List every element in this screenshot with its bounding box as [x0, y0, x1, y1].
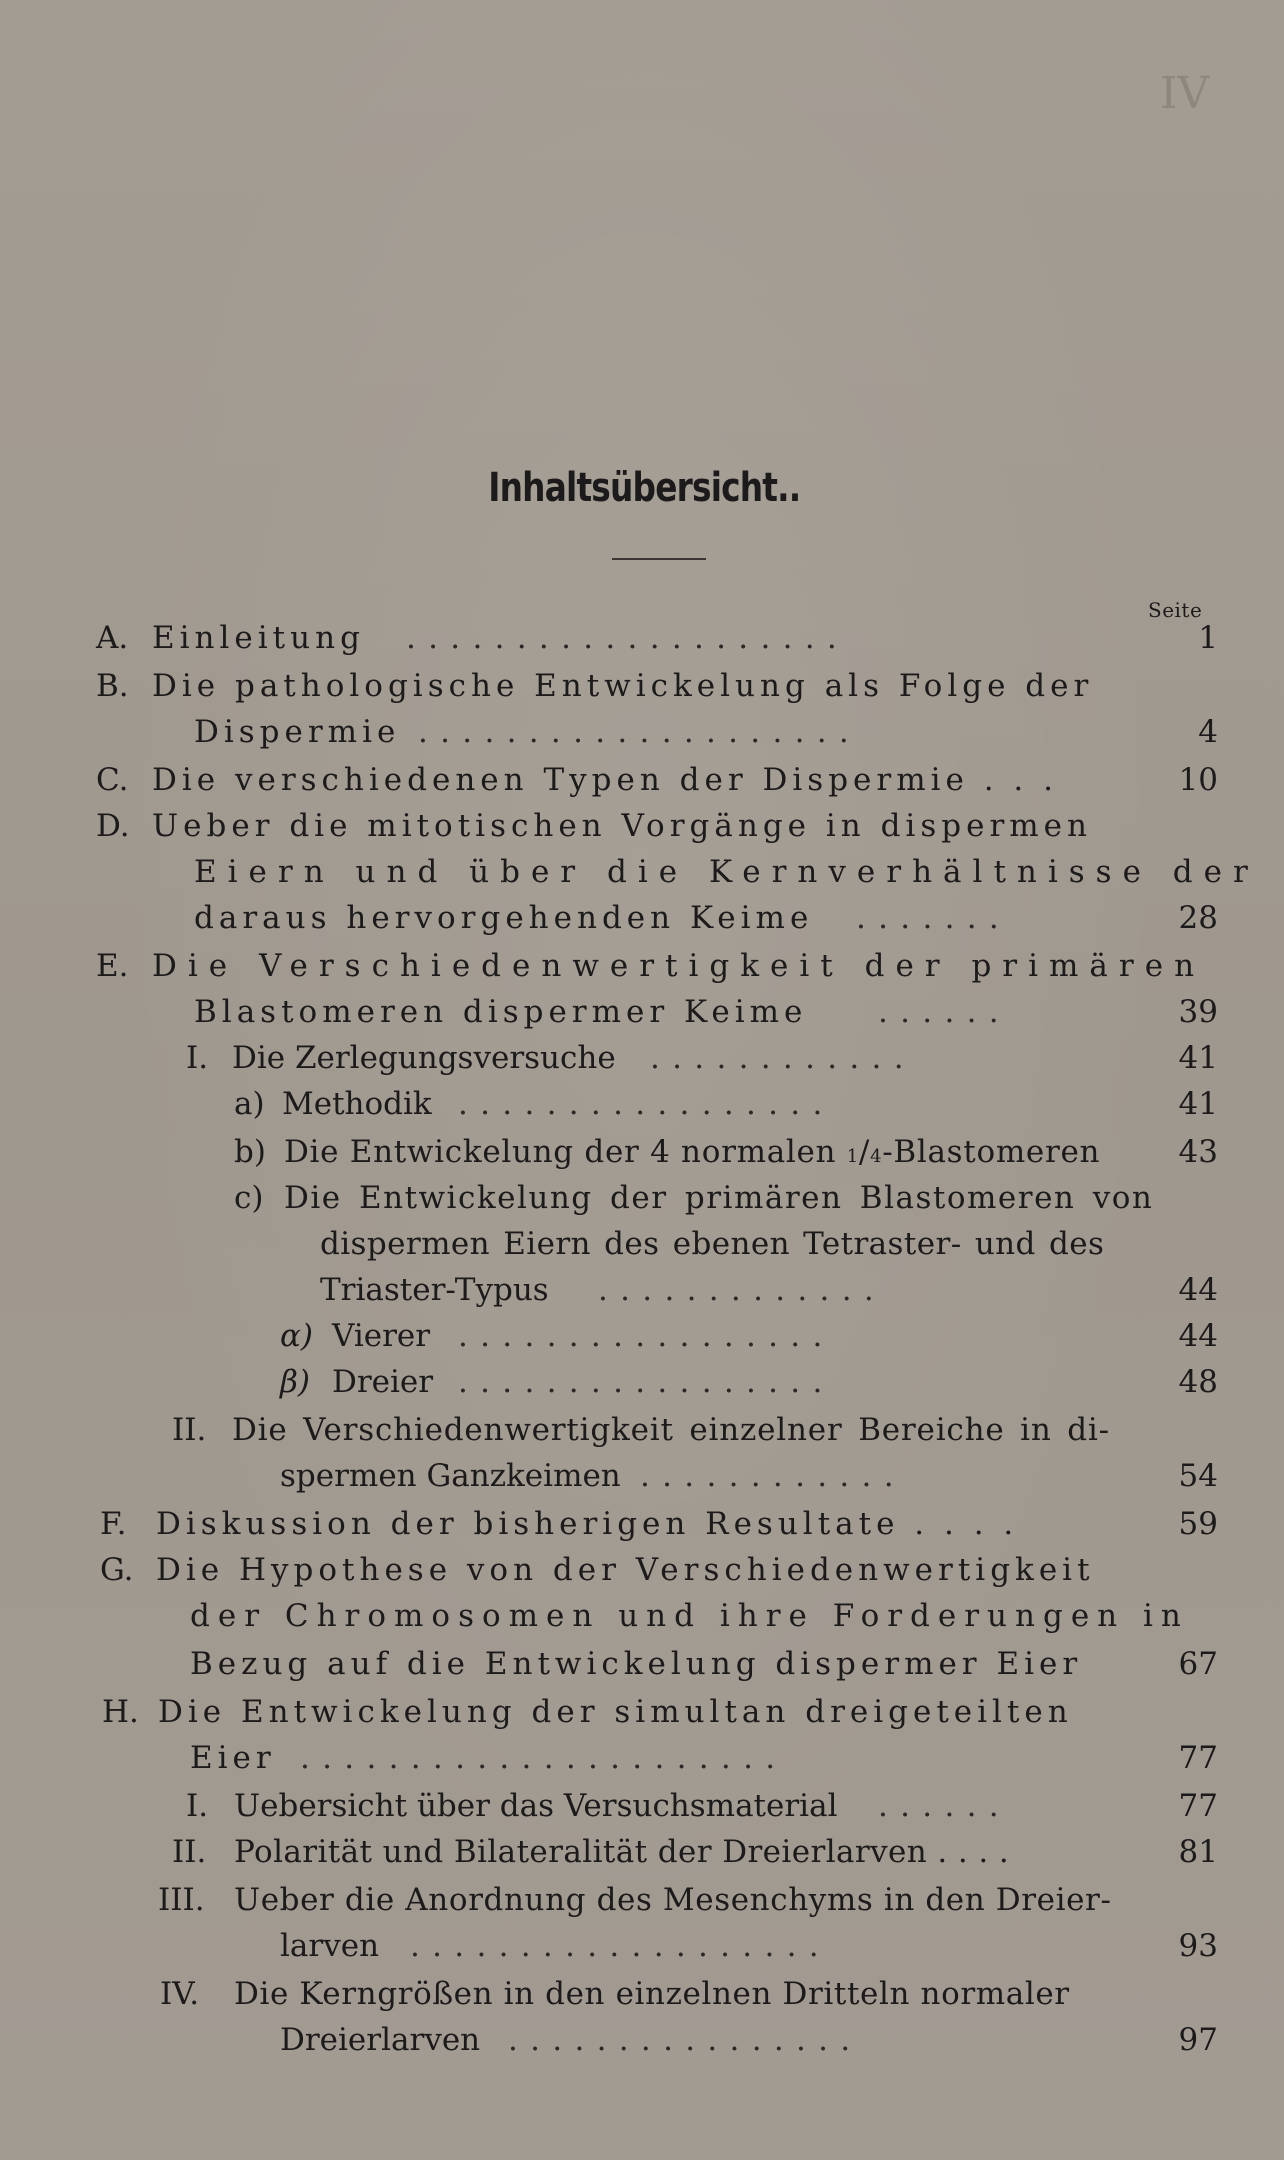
toc-entry-page: 59 — [1178, 1506, 1218, 1542]
toc-entry — [0, 1598, 1284, 1644]
toc-entry-text: Die Entwickelung der primären Blastomeren von — [284, 1180, 1154, 1216]
toc-entry-text: Die Verschiedenwertigkeit einzelner Bereiche in di- — [232, 1412, 1110, 1448]
toc-entry-text: Die pathologische Entwickelung als Folge der — [152, 668, 1094, 704]
toc-entry-text: Die Zerlegungsversuche — [232, 1040, 616, 1076]
toc-entry — [0, 1646, 1284, 1692]
toc-entry — [0, 1506, 1284, 1552]
toc-entry-text: Einleitung — [152, 620, 365, 656]
toc-entry-text: Blastomeren dispermer Keime — [194, 994, 808, 1030]
toc-entry-label: α) — [280, 1318, 314, 1354]
toc-entry-page: 44 — [1178, 1318, 1218, 1354]
toc-entry-page: 67 — [1178, 1646, 1218, 1682]
leader-dots: .................... — [406, 620, 850, 656]
toc-entry — [0, 1740, 1284, 1786]
leader-dots: ................... — [410, 1928, 831, 1964]
toc-entry-text: Die Hypothese von der Verschiedenwertigkeit — [156, 1552, 1095, 1588]
leader-dots: ....... — [856, 900, 1012, 936]
toc-entry-label: I. — [186, 1788, 209, 1824]
toc-entry — [0, 808, 1284, 854]
toc-entry — [0, 1318, 1284, 1364]
toc-entry-text: Triaster-Typus — [320, 1272, 549, 1308]
toc-entry-text-after: -Blastomeren — [882, 1134, 1101, 1170]
toc-entry — [0, 1552, 1284, 1598]
toc-entry — [0, 854, 1284, 900]
toc-entry-page: 81 — [1178, 1834, 1218, 1870]
toc-entry-label: II. — [172, 1834, 207, 1870]
toc-entry — [0, 948, 1284, 994]
page-column-label: Seite — [1148, 598, 1203, 622]
leader-dots: ...................... — [300, 1740, 788, 1776]
toc-entry-label: II. — [172, 1412, 207, 1448]
toc-entry — [0, 1928, 1284, 1974]
leader-dots: ............ — [640, 1458, 906, 1494]
toc-entry — [0, 1458, 1284, 1504]
toc-entry-page: 48 — [1178, 1364, 1218, 1400]
toc-entry-page: 93 — [1178, 1928, 1218, 1964]
toc-entry-text: Dispermie — [194, 714, 401, 750]
leader-dots: .................... — [418, 714, 862, 750]
toc-entry-text: Bezug auf die Entwickelung dispermer Eier — [190, 1646, 1083, 1682]
toc-entry-text: Uebersicht über das Versuchsmaterial — [234, 1788, 838, 1824]
toc-entry-label: β) — [280, 1364, 311, 1400]
toc-entry-label: D. — [96, 808, 130, 844]
toc-entry — [0, 1086, 1284, 1132]
toc-entry-text-main: Die Entwickelung der 4 normalen — [284, 1134, 847, 1170]
toc-entry — [0, 1694, 1284, 1740]
fraction-numerator: 1 — [846, 1146, 859, 1167]
toc-entry — [0, 1226, 1284, 1272]
toc-entry-page: 1 — [1198, 620, 1218, 656]
toc-entry-text: Eiern und über die Kernverhältnisse der — [194, 854, 1259, 890]
leader-dots: ................. — [458, 1364, 835, 1400]
toc-entry-page: 77 — [1178, 1740, 1218, 1776]
toc-entry-page: 41 — [1178, 1040, 1218, 1076]
toc-entry-label: F. — [100, 1506, 127, 1542]
toc-entry-text: Die Entwickelung der 4 normalen 1 / 4 -Blastomeren — [284, 1134, 1101, 1170]
toc-entry-label: C. — [96, 762, 129, 798]
toc-entry — [0, 1040, 1284, 1086]
toc-entry-text: larven — [280, 1928, 380, 1964]
leader-dots: ............ — [650, 1040, 916, 1076]
toc-entry-text: Die Entwickelung der simultan dreigeteilten — [158, 1694, 1073, 1730]
leader-dots: ...... — [878, 994, 1011, 1030]
leader-dots: ................ — [508, 2022, 863, 2058]
toc-entry-page: 43 — [1178, 1134, 1218, 1170]
toc-entry-label: B. — [96, 668, 129, 704]
toc-entry-page: 28 — [1178, 900, 1218, 936]
toc-entry-text: Diskussion der bisherigen Resultate . . . . — [156, 1506, 1019, 1542]
bleed-through-page-number: IV — [1160, 68, 1210, 119]
leader-dots: ................. — [458, 1086, 835, 1122]
toc-entry-label: G. — [100, 1552, 134, 1588]
toc-entry — [0, 900, 1284, 946]
toc-entry-text: daraus hervorgehenden Keime — [194, 900, 814, 936]
toc-entry — [0, 1788, 1284, 1834]
toc-entry-text: dispermen Eiern des ebenen Tetraster- und des — [320, 1226, 1105, 1262]
toc-entry-text: Die Kerngrößen in den einzelnen Dritteln normaler — [234, 1976, 1070, 2012]
toc-entry-label: IV. — [160, 1976, 200, 2012]
toc-entry-page: 97 — [1178, 2022, 1218, 2058]
toc-entry-text: der Chromosomen und ihre Forderungen in — [190, 1598, 1189, 1634]
toc-entry-text: Die Verschiedenwertigkeit der primären — [152, 948, 1206, 984]
toc-entry — [0, 2022, 1284, 2068]
toc-entry — [0, 1180, 1284, 1226]
toc-entry — [0, 1882, 1284, 1928]
toc-entry — [0, 762, 1284, 808]
toc-entry-page: 44 — [1178, 1272, 1218, 1308]
title-divider — [612, 558, 706, 560]
toc-entry-text: Die verschiedenen Typen der Dispermie . . . — [152, 762, 1058, 798]
toc-entry — [0, 620, 1284, 666]
leader-dots: ............. — [598, 1272, 887, 1308]
toc-entry-page: 41 — [1178, 1086, 1218, 1122]
leader-dots: ................. — [458, 1318, 835, 1354]
toc-entry-label: a) — [234, 1086, 265, 1122]
toc-entry-text: Ueber die Anordnung des Mesenchyms in den Dreier- — [234, 1882, 1112, 1918]
toc-entry-label: H. — [102, 1694, 139, 1730]
leader-dots: ...... — [878, 1788, 1011, 1824]
toc-entry — [0, 1834, 1284, 1880]
toc-entry-text: Dreierlarven — [280, 2022, 481, 2058]
toc-entry-label: III. — [158, 1882, 205, 1918]
toc-entry-page: 4 — [1198, 714, 1218, 750]
toc-entry-text: Dreier — [332, 1364, 434, 1400]
toc-entry-text: Methodik — [282, 1086, 432, 1122]
toc-entry — [0, 714, 1284, 760]
toc-entry-text: Polarität und Bilateralität der Dreierlarven . . . . — [234, 1834, 1010, 1870]
toc-entry-page: 77 — [1178, 1788, 1218, 1824]
toc-entry — [0, 1976, 1284, 2022]
toc-entry-text: Ueber die mitotischen Vorgänge in dispermen — [152, 808, 1092, 844]
toc-entry-text: Eier — [190, 1740, 276, 1776]
toc-entry-text: Vierer — [332, 1318, 431, 1354]
toc-entry-label: E. — [96, 948, 129, 984]
toc-entry-text: spermen Ganzkeimen — [280, 1458, 621, 1494]
toc-entry — [0, 1134, 1284, 1180]
toc-entry-label: c) — [234, 1180, 264, 1216]
toc-entry-label: b) — [234, 1134, 266, 1170]
toc-entry — [0, 1272, 1284, 1318]
toc-entry-page: 39 — [1178, 994, 1218, 1030]
toc-entry — [0, 994, 1284, 1040]
toc-entry-page: 10 — [1178, 762, 1218, 798]
toc-entry-page: 54 — [1178, 1458, 1218, 1494]
toc-entry-label: A. — [96, 620, 129, 656]
toc-entry — [0, 1412, 1284, 1458]
toc-entry — [0, 668, 1284, 714]
page-title: Inhaltsübersicht.. — [488, 465, 801, 511]
toc-entry-label: I. — [186, 1040, 209, 1076]
toc-entry — [0, 1364, 1284, 1410]
fraction-denominator: 4 — [870, 1146, 883, 1167]
